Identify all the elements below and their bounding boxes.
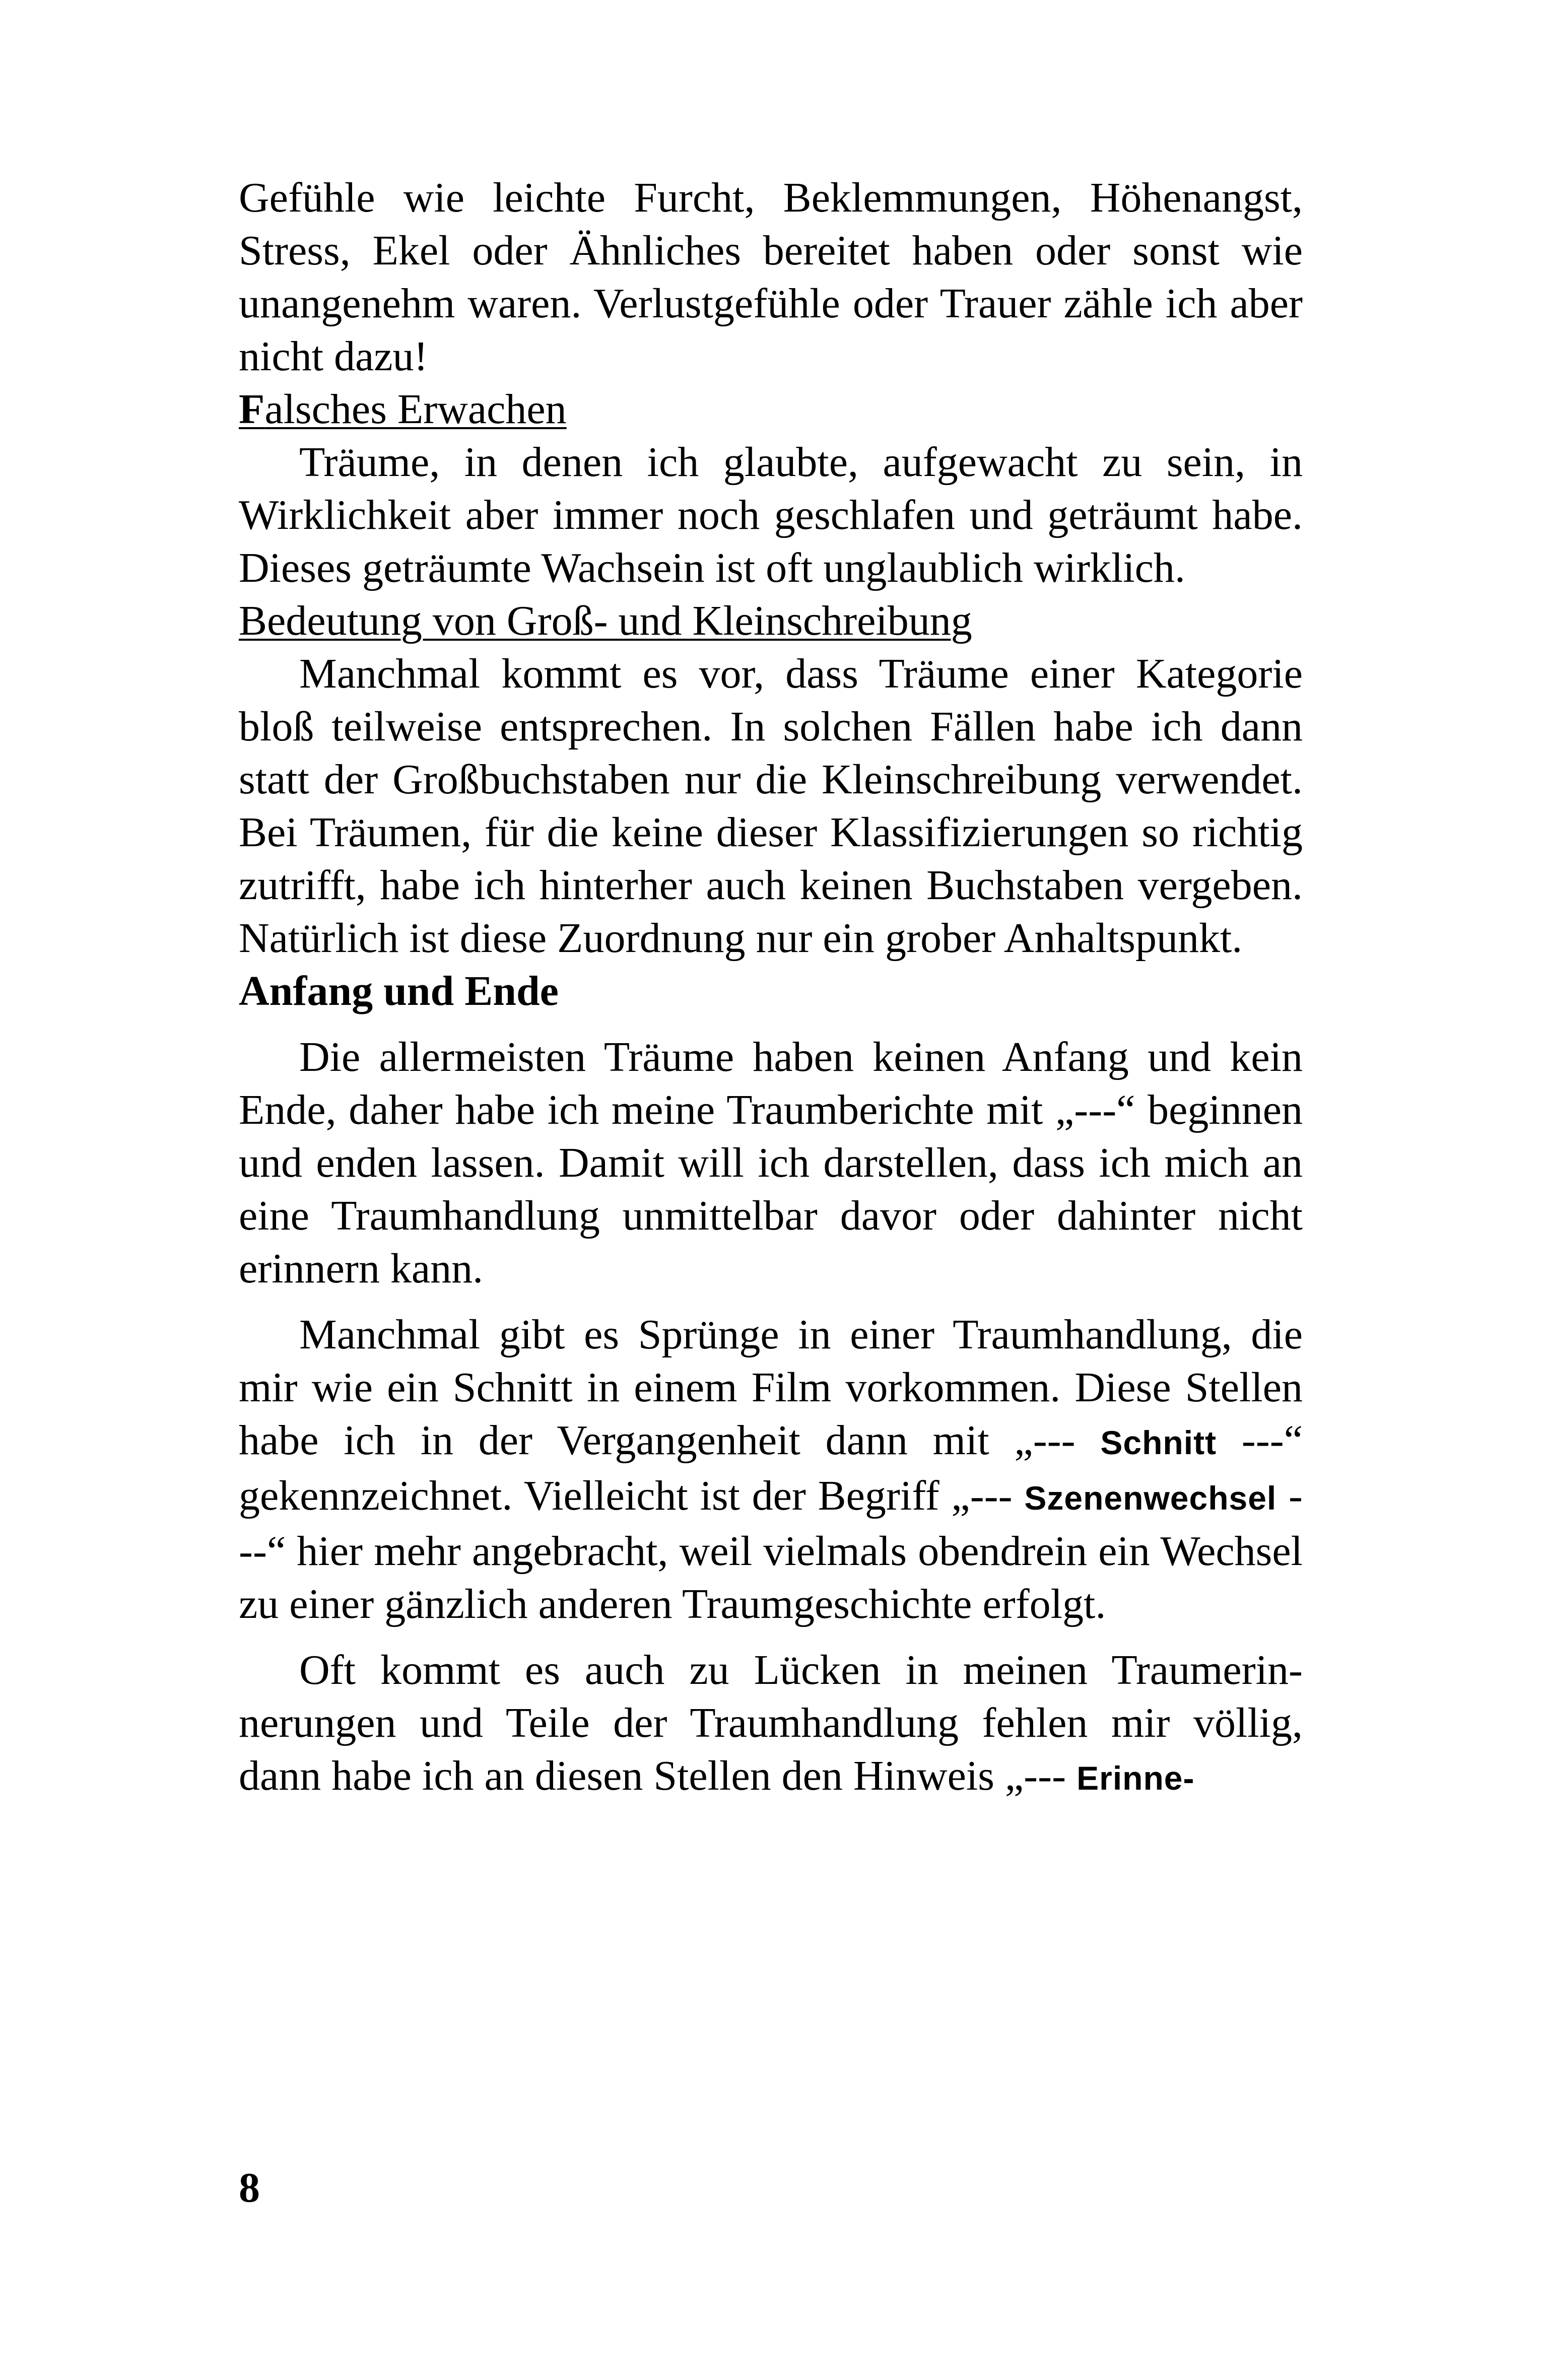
section-paragraph-3 (239, 1644, 1303, 1805)
term-initial: F (239, 386, 265, 433)
capitalization-paragraph: Manchmal kommt es vor, dass Träume einer Kategorie bloß teilweise entsprechen. In solchen Fällen habe ich dann statt der Großbuchstaben nur die Kleinschreibung verwendet. Bei Träumen, für die keine dieser Klassifizierungen so richtig zutrifft, habe ich hinterher auch keinen Buchstaben vergeben. Natürlich ist diese Zuordnung nur ein grober Anhaltspunkt. (239, 650, 1303, 962)
intro-paragraph: Gefühle wie leichte Furcht, Beklemmungen, Höhenangst, Stress, Ekel oder Ähnliches bereitet haben oder sonst wie unangenehm waren. Verlustgefühle oder Trauer zähle ich aber nicht dazu! (239, 174, 1303, 380)
page-number: 8 (239, 2164, 260, 2211)
paragraph-text: Manchmal gibt es Sprünge in einer Traumhandlung, die mir wie ein Schnitt in einem Film vorkommen. Diese Stellen habe ich in der Vergangenheit dann mit „--- (239, 1311, 1303, 1464)
marker-schnitt: Schnitt (1100, 1424, 1217, 1461)
marker-szenenwechsel: Szenenwechsel (1024, 1479, 1277, 1517)
false-awakening-paragraph: Träume, in denen ich glaubte, aufgewacht zu sein, in Wirklichkeit aber immer noch geschlafen und geträumt habe. Dieses geträumte Wachsein ist oft unglaublich wirklich. (239, 439, 1303, 591)
term-heading-false-awakening (239, 383, 1303, 436)
section-heading: Anfang und Ende (239, 968, 559, 1014)
paragraph-text: ---“ gekennzeichnet. Vielleicht ist der Begriff „--- (239, 1417, 1303, 1519)
term-heading-capitalization: Bedeutung von Groß- und Kleinschreibung (239, 597, 972, 644)
paragraph-text: ---“ hier mehr angebracht, weil vielmals obendrein ein Wechsel zu einer gänzlich anderen Traumgeschichte erfolgt. (239, 1472, 1303, 1627)
section-paragraph-2 (239, 1308, 1303, 1630)
term-heading-rest: alsches Erwachen (264, 386, 567, 433)
paragraph-text: Oft kommt es auch zu Lücken in meinen Traumerinnerungen und Teile der Traumhandlung fehlen mir völlig, dann habe ich an diesen Stellen den Hinweis „--- (239, 1647, 1303, 1799)
page-body (239, 171, 1303, 1805)
marker-erinnerung: Erinne- (1077, 1759, 1195, 1797)
section-paragraph-1: Die allermeisten Träume haben keinen Anfang und kein Ende, daher habe ich meine Traumberichte mit „---“ beginnen und enden lassen. Damit will ich darstellen, dass ich mich an eine Traumhandlung unmittelbar davor oder dahinter nicht erinnern kann. (239, 1034, 1303, 1292)
